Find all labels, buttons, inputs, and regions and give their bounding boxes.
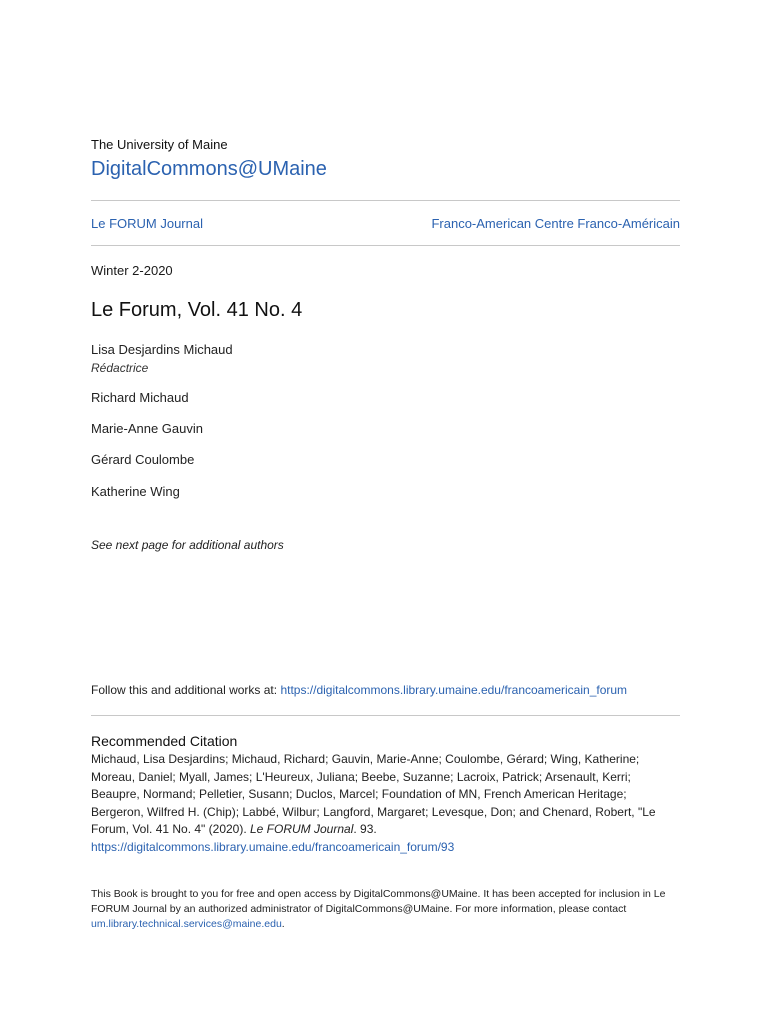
citation-text [91, 751, 681, 856]
document-title: Le Forum, Vol. 41 No. 4 [91, 299, 303, 321]
contact-email-link[interactable]: um.library.technical.services@maine.edu [91, 918, 282, 930]
institution-name: The University of Maine [91, 137, 228, 152]
citation-journal: Le FORUM Journal [250, 822, 354, 836]
follow-text: Follow this and additional works at: [91, 683, 281, 697]
journal-link[interactable]: Le FORUM Journal [91, 216, 203, 231]
author-role: Rédactrice [91, 361, 149, 375]
author-name: Gérard Coulombe [91, 452, 195, 467]
additional-authors-note: See next page for additional authors [91, 538, 284, 552]
citation-number: . 93. [353, 822, 377, 836]
divider-citation [91, 715, 680, 716]
author-name: Marie-Anne Gauvin [91, 421, 203, 436]
access-text: This Book is brought to you for free and open access by DigitalCommons@UMaine. It has been accepted for inclusion in Le FORUM Journal by an authorized administrator of DigitalCommons@UMaine. For more information, please contact [91, 888, 666, 915]
access-notice [91, 887, 681, 932]
citation-url[interactable]: https://digitalcommons.library.umaine.edu/francoamericain_forum/93 [91, 839, 455, 854]
divider-top [91, 200, 680, 201]
collection-link[interactable]: https://digitalcommons.library.umaine.edu/francoamericain_forum [280, 683, 628, 697]
access-end: . [281, 918, 285, 930]
author-name: Richard Michaud [91, 390, 189, 405]
publication-date: Winter 2-2020 [91, 263, 173, 278]
citation-heading: Recommended Citation [91, 733, 238, 749]
repository-link[interactable]: DigitalCommons@UMaine [91, 158, 327, 180]
author-name: Katherine Wing [91, 484, 180, 499]
centre-link[interactable]: Franco-American Centre Franco-Américain [431, 216, 680, 231]
citation-body: Michaud, Lisa Desjardins; Michaud, Richard; Gauvin, Marie-Anne; Coulombe, Gérard; Wing, Katherine; Moreau, Daniel; Myall, James; L'Heureux, Juliana; Beebe, Suzanne; Lacroix, Patrick; Arsenault, Kerri; Beaupre, Normand; Pelletier, Susann; Duclos, Marcel; Foundation of MN, French American Heritage; Bergeron, Wilfred H. (Chip); Labbé, Wilbur; Langford, Margaret; Levesque, Don; and Chenard, Robert, "Le Forum, Vol. 41 No. 4" (2020). [91, 752, 656, 836]
author-name: Lisa Desjardins Michaud [91, 342, 233, 357]
follow-line [91, 683, 627, 697]
divider-series [91, 245, 680, 246]
